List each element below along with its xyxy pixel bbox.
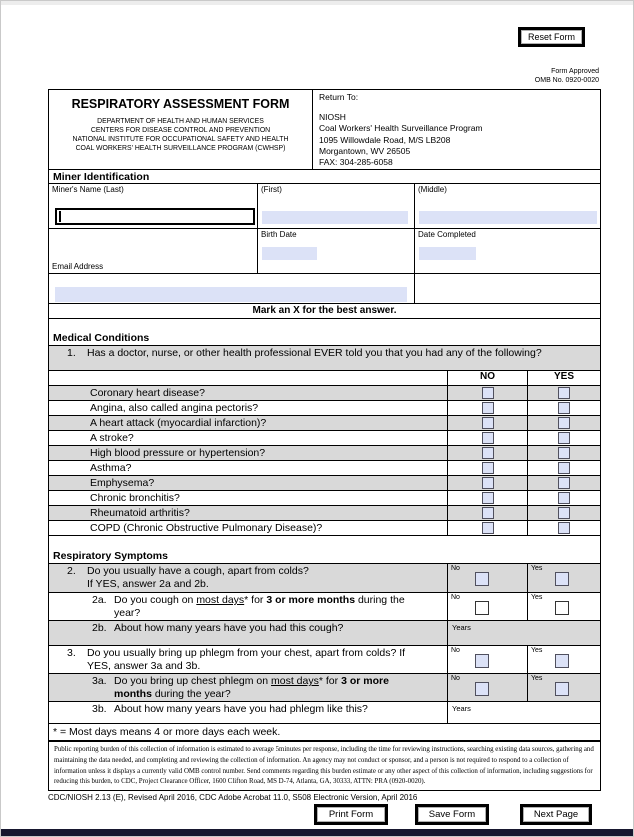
last-name-input[interactable] (55, 208, 255, 225)
email-input[interactable] (55, 287, 407, 302)
yes-column-header: YES (527, 371, 600, 385)
q2-yes-cell (527, 564, 600, 592)
return-address-line: Coal Workers' Health Surveillance Program (319, 123, 483, 134)
question-2-text: Do you usually have a cough, apart from colds? If YES, answer 2a and 2b. (87, 565, 309, 590)
q3-no-cell (447, 646, 527, 673)
name-row (49, 184, 600, 229)
q2-no-checkbox[interactable] (475, 572, 489, 586)
condition-label: Chronic bronchitis? (90, 492, 180, 504)
first-name-label: (First) (261, 185, 282, 194)
question-3-text: Do you usually bring up phlegm from your chest, apart from colds? If YES, answer 3a and 3b. (87, 647, 406, 672)
question-3b-row (49, 702, 600, 724)
question-2-number: 2. (67, 565, 76, 577)
viewer-bottom-bar (1, 829, 633, 836)
q3a-yes-checkbox[interactable] (555, 682, 569, 696)
print-form-button[interactable]: Print Form (314, 804, 388, 825)
condition-no-checkbox[interactable] (482, 477, 494, 489)
q3-no-checkbox[interactable] (475, 654, 489, 668)
condition-row (49, 416, 600, 431)
form-title: RESPIRATORY ASSESSMENT FORM (71, 97, 290, 111)
middle-name-cell (414, 184, 600, 228)
condition-yes-checkbox[interactable] (558, 462, 570, 474)
footnote: * = Most days means 4 or more days each week. (53, 726, 281, 738)
birth-date-label: Birth Date (261, 230, 297, 239)
condition-row (49, 461, 600, 476)
last-name-label: Miner's Name (Last) (52, 185, 124, 194)
email-label: Email Address (52, 262, 104, 271)
yes-label: Yes (531, 565, 543, 572)
q3-yes-checkbox[interactable] (555, 654, 569, 668)
condition-label: COPD (Chronic Obstructive Pulmonary Disease)? (90, 522, 323, 534)
condition-row (49, 401, 600, 416)
q2-no-cell (447, 564, 527, 592)
question-1-text: Has a doctor, nurse, or other health professional EVER told you that you had any of the following? (87, 347, 542, 359)
miner-identification-title: Miner Identification (49, 169, 600, 184)
question-2b-row (49, 621, 600, 646)
question-2a-row (49, 593, 600, 621)
question-3a-text: Do you bring up chest phlegm on most days* for 3 or more months during the year? (114, 675, 389, 700)
return-address-line: NIOSH (319, 112, 346, 123)
no-label: No (451, 594, 460, 601)
question-1-number: 1. (67, 347, 76, 359)
form-approved-text: Form Approved (551, 68, 599, 75)
burden-statement: Public reporting burden of this collection of information is estimated to average 5minutes per response, including the time for reviewing instructions, searching existing data sources, gathering and maintaining the data needed, and completing and reviewing the collection of information. An agency may not conduct or sponsor, and a person is not required to respond to a collection of information unless it displays a currently valid OMB control number. Send comments regarding this burden estimate or any other aspect of this collection of information, including suggestions for reducing this burden, to CDC, Project Clearance Officer, 1600 Clifton Road, MS D-74, Atlanta, GA, 30333, ATTN: PRA (0920-0020). (48, 741, 601, 791)
email-row-right-cell (414, 274, 600, 303)
condition-yes-checkbox[interactable] (558, 402, 570, 414)
question-3a-row (49, 674, 600, 702)
return-address-line: 1095 Willowdale Road, M/S LB208 (319, 134, 451, 145)
org-line: COAL WORKERS' HEALTH SURVEILLANCE PROGRAM (CWHSP) (75, 144, 286, 152)
q3b-years-cell[interactable] (447, 702, 600, 723)
q2-yes-checkbox[interactable] (555, 572, 569, 586)
q2a-yes-checkbox[interactable] (555, 601, 569, 615)
return-to-block (312, 90, 600, 169)
org-line: CENTERS FOR DISEASE CONTROL AND PREVENTION (90, 126, 271, 134)
condition-label: Emphysema? (90, 477, 155, 489)
condition-row (49, 446, 600, 461)
question-2b-number: 2b. (92, 622, 107, 634)
date-completed-label: Date Completed (418, 230, 476, 239)
last-name-cell (49, 184, 257, 228)
first-name-cell (257, 184, 414, 228)
date-completed-input[interactable] (419, 247, 476, 260)
reset-form-button[interactable]: Reset Form (518, 27, 585, 47)
question-2b-text: About how many years have you had this cough? (114, 622, 344, 634)
condition-no-checkbox[interactable] (482, 417, 494, 429)
date-completed-cell (414, 229, 600, 273)
spacer (49, 536, 600, 549)
omb-number-text: OMB No. 0920-0020 (534, 77, 599, 85)
condition-no-checkbox[interactable] (482, 462, 494, 474)
no-label: No (451, 647, 460, 654)
condition-label: A stroke? (90, 432, 134, 444)
condition-row (49, 386, 600, 401)
question-3b-number: 3b. (92, 703, 107, 715)
years-label: Years (452, 704, 471, 713)
question-3a-number: 3a. (92, 675, 107, 687)
q2a-no-cell (447, 593, 527, 620)
no-column-header: NO (447, 371, 527, 385)
omb-approval (535, 67, 599, 86)
condition-row (49, 431, 600, 446)
q3-yes-cell (527, 646, 600, 673)
question-2-row (49, 564, 600, 593)
condition-row (49, 521, 600, 536)
question-3-row (49, 646, 600, 674)
years-label: Years (452, 623, 471, 632)
yes-label: Yes (531, 647, 543, 654)
condition-yes-checkbox[interactable] (558, 432, 570, 444)
form-header (49, 90, 600, 169)
condition-no-checkbox[interactable] (482, 447, 494, 459)
return-address-line: Morgantown, WV 26505 (319, 145, 411, 156)
no-label: No (451, 565, 460, 572)
q3a-yes-cell (527, 674, 600, 701)
save-form-button[interactable]: Save Form (415, 804, 489, 825)
email-input-cell (49, 274, 414, 303)
question-2a-number: 2a. (92, 594, 107, 606)
question-2a-text: Do you cough on most days* for 3 or more months during the year? (114, 594, 405, 619)
form-header-left (49, 90, 312, 169)
question-1-row (49, 346, 600, 371)
condition-yes-checkbox[interactable] (558, 387, 570, 399)
condition-label: Coronary heart disease? (90, 387, 205, 399)
condition-label: High blood pressure or hypertension? (90, 447, 266, 459)
condition-label: Angina, also called angina pectoris? (90, 402, 259, 414)
condition-no-checkbox[interactable] (482, 507, 494, 519)
middle-name-label: (Middle) (418, 185, 447, 194)
org-line: NATIONAL INSTITUTE FOR OCCUPATIONAL SAFETY AND HEALTH (72, 135, 289, 143)
footer-version: CDC/NIOSH 2.13 (E), Revised April 2016, CDC Adobe Acrobat 11.0, S508 Electronic Version, April 2016 (48, 793, 418, 802)
return-address-line: FAX: 304-285-6058 (319, 157, 393, 168)
middle-name-input[interactable] (419, 211, 597, 224)
medical-conditions-title: Medical Conditions (49, 331, 600, 346)
condition-label: Asthma? (90, 462, 132, 474)
return-to-label: Return To: (319, 92, 359, 102)
org-line: DEPARTMENT OF HEALTH AND HUMAN SERVICES (97, 118, 264, 125)
condition-no-checkbox[interactable] (482, 432, 494, 444)
next-page-button[interactable]: Next Page (520, 804, 592, 825)
condition-row (49, 476, 600, 491)
condition-yes-checkbox[interactable] (558, 492, 570, 504)
form-body (48, 89, 601, 741)
condition-row (49, 506, 600, 521)
yes-label: Yes (531, 675, 543, 682)
condition-no-checkbox[interactable] (482, 492, 494, 504)
q2a-yes-cell (527, 593, 600, 620)
condition-row (49, 491, 600, 506)
condition-yes-checkbox[interactable] (558, 447, 570, 459)
respiratory-symptoms-title: Respiratory Symptoms (49, 549, 600, 564)
conditions-table (49, 386, 600, 536)
q2a-no-checkbox[interactable] (475, 601, 489, 615)
no-label: No (451, 675, 460, 682)
condition-label: A heart attack (myocardial infarction)? (90, 417, 267, 429)
text-cursor (59, 211, 61, 222)
instruction-banner: Mark an X for the best answer. (49, 304, 600, 319)
condition-yes-checkbox[interactable] (558, 522, 570, 534)
viewer-top-edge (1, 1, 633, 5)
email-row (49, 274, 600, 304)
question-3b-text: About how many years have you had phlegm like this? (114, 703, 368, 715)
condition-no-checkbox[interactable] (482, 402, 494, 414)
condition-yes-checkbox[interactable] (558, 507, 570, 519)
condition-yes-checkbox[interactable] (558, 477, 570, 489)
condition-no-checkbox[interactable] (482, 387, 494, 399)
email-label-cell (49, 229, 257, 273)
condition-no-checkbox[interactable] (482, 522, 494, 534)
condition-yes-checkbox[interactable] (558, 417, 570, 429)
condition-label: Rheumatoid arthritis? (90, 507, 190, 519)
birth-date-input[interactable] (262, 247, 317, 260)
first-name-input[interactable] (262, 211, 408, 224)
birth-date-cell (257, 229, 414, 273)
q3a-no-cell (447, 674, 527, 701)
q3a-no-checkbox[interactable] (475, 682, 489, 696)
dates-row (49, 229, 600, 274)
spacer (49, 319, 600, 331)
question-3-number: 3. (67, 647, 76, 659)
q2b-years-cell[interactable] (447, 621, 600, 645)
yes-label: Yes (531, 594, 543, 601)
no-yes-header-row (49, 371, 600, 386)
